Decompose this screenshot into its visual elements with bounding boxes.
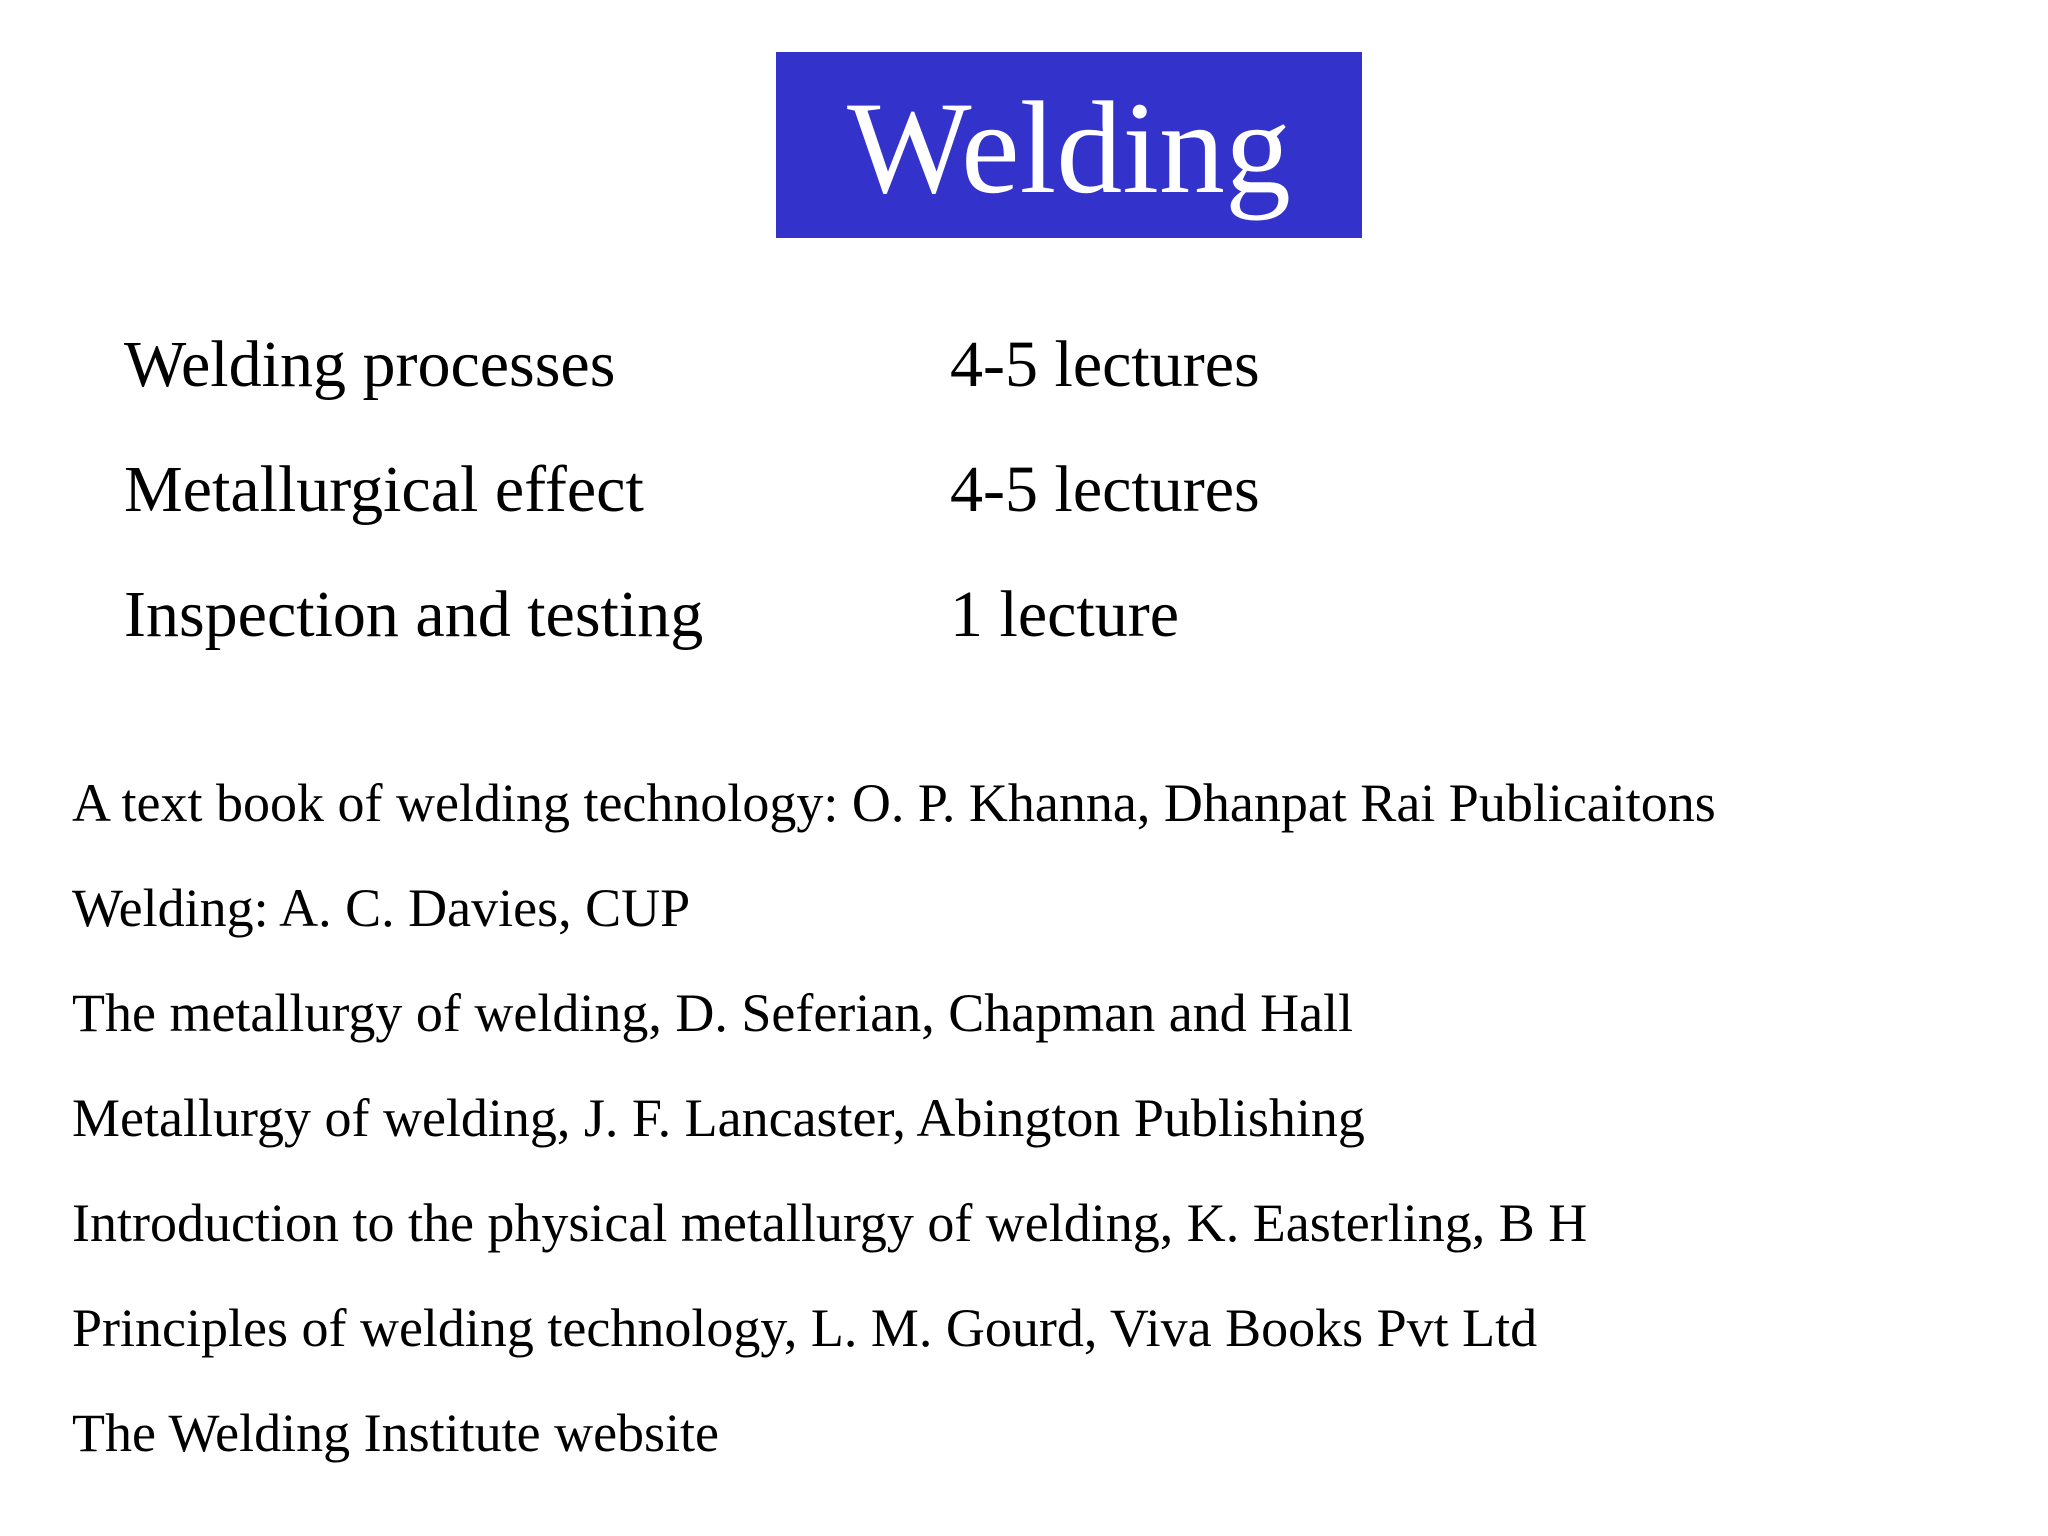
reference-item: Welding: A. C. Davies, CUP <box>72 878 691 938</box>
reference-item: Introduction to the physical metallurgy of welding, K. Easterling, B H <box>72 1193 1588 1253</box>
slide-title: Welding <box>847 74 1291 221</box>
title-banner <box>776 52 1362 238</box>
topic-duration: 1 lecture <box>950 578 1180 651</box>
topic-row <box>124 447 1424 572</box>
reference-item: Metallurgy of welding, J. F. Lancaster, Abington Publishing <box>72 1088 1365 1148</box>
reference-item: Principles of welding technology, L. M. Gourd, Viva Books Pvt Ltd <box>72 1298 1538 1358</box>
reference-list <box>72 773 1972 1511</box>
reference-item: The metallurgy of welding, D. Seferian, Chapman and Hall <box>72 983 1354 1043</box>
reference-item: The Welding Institute website <box>72 1403 720 1463</box>
topic-name: Metallurgical effect <box>124 453 644 526</box>
topic-name: Inspection and testing <box>124 578 704 651</box>
topic-duration: 4-5 lectures <box>950 453 1260 526</box>
reference-item: A text book of welding technology: O. P. Khanna, Dhanpat Rai Publicaitons <box>72 773 1716 833</box>
topic-duration: 4-5 lectures <box>950 328 1260 401</box>
topic-row <box>124 322 1424 447</box>
topic-list <box>124 322 1424 697</box>
topic-name: Welding processes <box>124 328 616 401</box>
topic-row <box>124 572 1424 697</box>
